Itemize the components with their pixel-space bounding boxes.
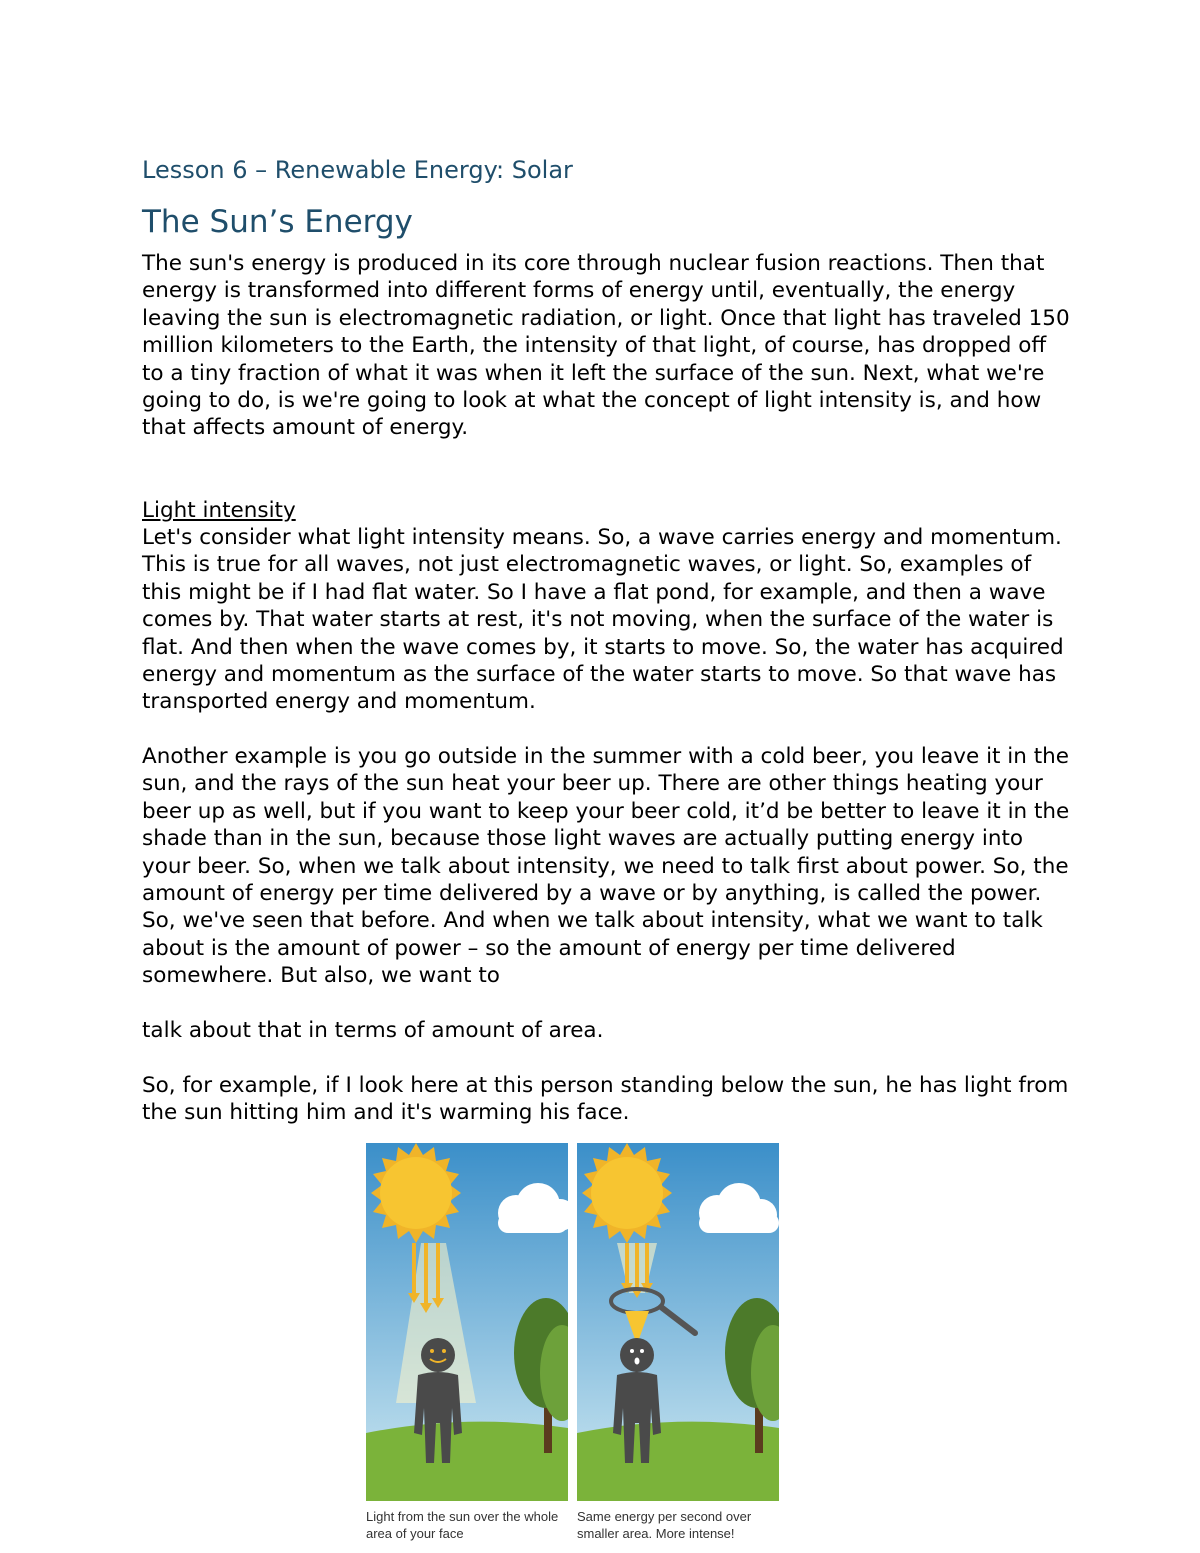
panel-focused-light bbox=[577, 1143, 779, 1501]
caption-whole-face: Light from the sun over the whole area of your face bbox=[366, 1509, 559, 1541]
paragraph-beer-example: Another example is you go outside in the summer with a cold beer, you leave it in the sun, and the rays of the sun heat your beer up. There are other things heating your beer up as well, but if you want to keep your beer cold, it’d be better to leave it in the shade than in the sun, because those light waves are actually putting energy into your beer. So, when we talk about intensity, we need to talk first about power. So, the amount of energy per time delivered by a wave or by anything, is called the power. So, we've seen that before. And when we talk about intensity, what we want to talk about is the amount of power – so the amount of energy per time delivered somewhere. But also, we want to bbox=[142, 744, 1070, 989]
light-intensity-heading: Light intensity bbox=[142, 498, 296, 523]
caption-smaller-area: Same energy per second over smaller area. More intense! bbox=[577, 1509, 752, 1541]
paragraph-person-example: So, for example, if I look here at this person standing below the sun, he has light from the sun hitting him and it's warming his face. bbox=[142, 1073, 1069, 1126]
grass bbox=[577, 1422, 779, 1501]
paragraph-suns-energy: The sun's energy is produced in its core through nuclear fusion reactions. Then that energy is transformed into different forms of energy until, eventually, the energy leaving the sun is electromagnetic radiation, or light. Once that light has traveled 150 million kilometers to the Earth, the intensity of that light, of course, has dropped off to a tiny fraction of what it was when it left the surface of the sun. Next, what we're going to do, is we're going to look at what the concept of light intensity is, and how that affects amount of energy. bbox=[142, 251, 1070, 441]
sun-intensity-figure bbox=[366, 1143, 784, 1553]
grass bbox=[366, 1422, 568, 1501]
paragraph-area: talk about that in terms of amount of area. bbox=[142, 1018, 604, 1043]
panel-whole-face bbox=[366, 1143, 568, 1501]
paragraph-wave-energy: Let's consider what light intensity means. So, a wave carries energy and momentum. This is true for all waves, not just electromagnetic waves, or light. So, examples of this might be if I had flat water. So I have a flat pond, for example, and then a wave comes by. That water starts at rest, it's not moving, when the surface of the water is flat. And then when the wave comes by, it starts to move. So, the water has acquired energy and momentum as the surface of the water starts to move. So that wave has transported energy and momentum. bbox=[142, 525, 1064, 715]
section-title: The Sun’s Energy bbox=[142, 204, 413, 240]
lesson-title: Lesson 6 – Renewable Energy: Solar bbox=[142, 156, 573, 184]
